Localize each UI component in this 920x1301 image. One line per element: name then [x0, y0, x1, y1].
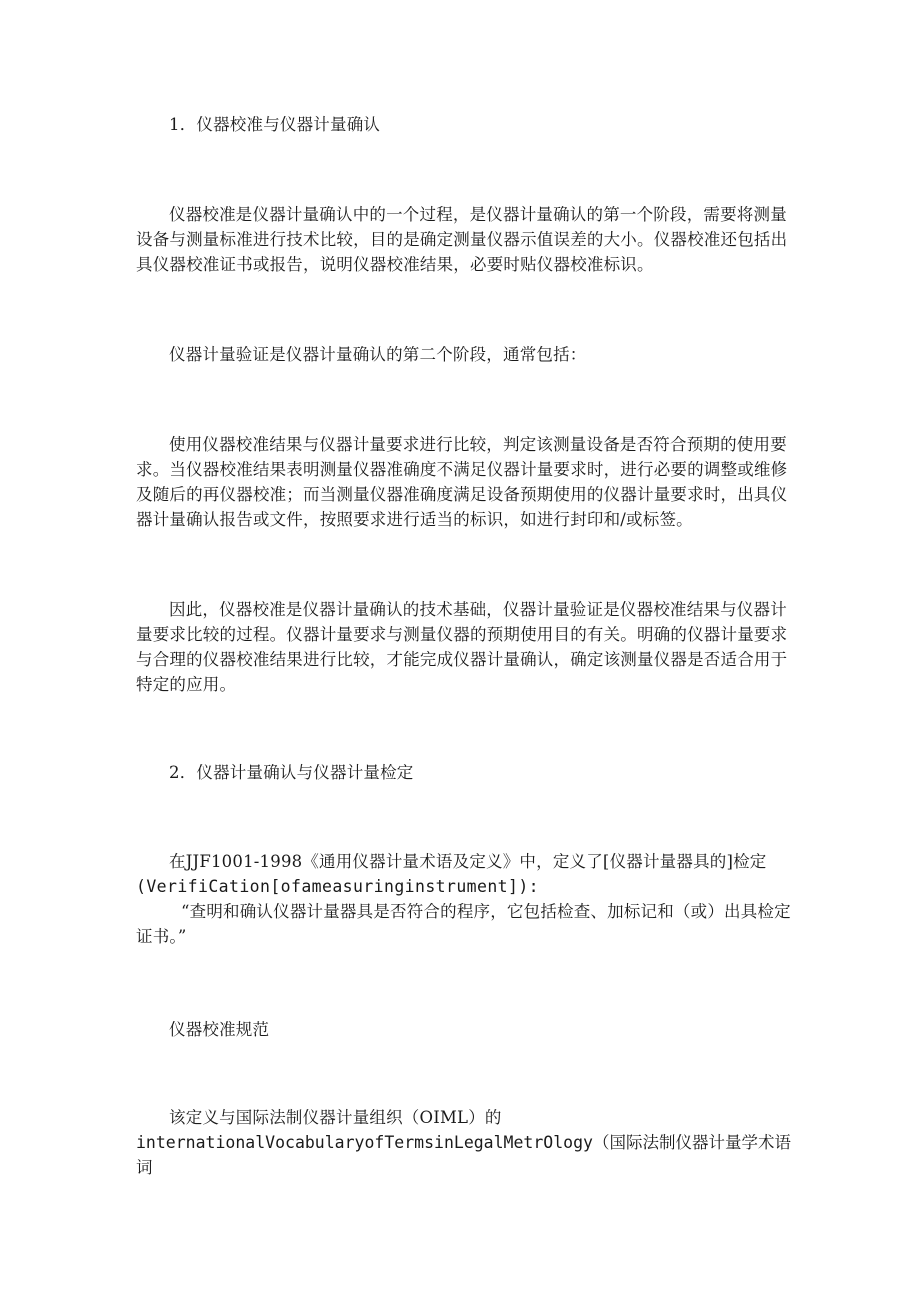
section-2-heading: 2．仪器计量确认与仪器计量检定: [169, 763, 414, 782]
oiml-vocabulary-title: internationalVocabularyofTermsinLegalMetrOlogy（国际法制仪器计量学术语词: [136, 1133, 791, 1177]
definition-english-term: (VerifiCation[ofameasuringinstrument]):: [136, 877, 540, 896]
paragraph-conclusion: 因此，仪器校准是仪器计量确认的技术基础，仪器计量验证是仪器校准结果与仪器计量要求比较的过程。仪器计量要求与测量仪器的预期使用目的有关。明确的仪器计量要求与合理的仪器校准结果进行比较，才能完成仪器计量确认，确定该测量仪器是否适合用于特定的应用。: [136, 600, 788, 694]
definition-quote: “查明和确认仪器计量器具是否符合的程序，它包括检查、加标记和（或）出具检定证书。”: [136, 902, 791, 946]
definition-intro-line: 在JJF1001-1998《通用仪器计量术语及定义》中，定义了[仪器计量器具的]检定: [169, 852, 767, 871]
paragraph-verification-steps: 使用仪器校准结果与仪器计量要求进行比较，判定该测量设备是否符合预期的使用要求。当仪器校准结果表明测量仪器准确度不满足仪器计量要求时，进行必要的调整或维修及随后的再仪器校准；而当测量仪器准确度满足设备预期使用的仪器计量要求时，出具仪器计量确认报告或文件，按照要求进行适当的标识，如进行封印和/或标签。: [136, 435, 788, 529]
paragraph-verification-stage: 仪器计量验证是仪器计量确认的第二个阶段，通常包括：: [169, 345, 587, 364]
paragraph-verification-definition: [136, 849, 792, 949]
paragraph-calibration-definition: 仪器校准是仪器计量确认中的一个过程，是仪器计量确认的第一个阶段，需要将测量设备与测量标准进行技术比较，目的是确定测量仪器示值误差的大小。仪器校准还包括出具仪器校准证书或报告，说明仪器校准结果，必要时贴仪器校准标识。: [136, 205, 788, 274]
calibration-spec-heading: 仪器校准规范: [169, 1020, 270, 1039]
paragraph-oiml-reference: [136, 1105, 792, 1180]
oiml-intro-line: 该定义与国际法制仪器计量组织（OIML）的: [169, 1108, 502, 1127]
section-1-heading: 1．仪器校准与仪器计量确认: [169, 115, 381, 134]
